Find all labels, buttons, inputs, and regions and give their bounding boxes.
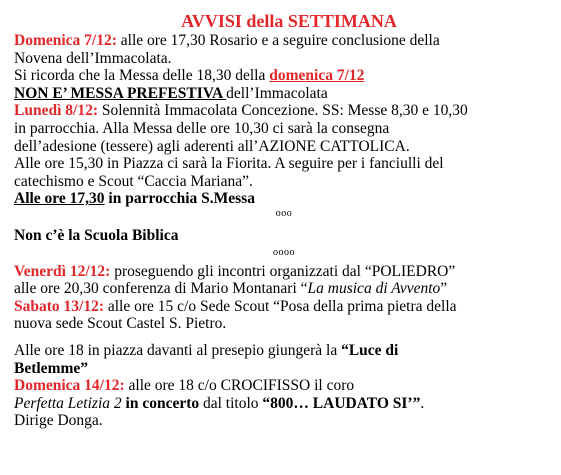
notice-text: dell’Immacolata [226, 84, 328, 102]
notice-text: dell’adesione (tessere) agli aderenti all’AZIONE CATTOLICA. [14, 137, 410, 155]
notice-text: alle ore 20,30 conferenza di Mario Montanari “ [14, 280, 308, 298]
notice-friday-12 [14, 263, 554, 298]
talk-title: La musica di Avvento [307, 280, 441, 298]
concert-title: “800… LAUDATO SI’” [262, 394, 421, 412]
notice-saturday-13 [14, 298, 554, 333]
notice-text: . [420, 394, 425, 412]
page-title: AVVISI della SETTIMANA [181, 11, 397, 31]
emphasis-text: in concerto [121, 394, 200, 412]
notice-page [14, 10, 554, 430]
notice-text: Si ricorda che la Messa delle 18,30 della [14, 67, 270, 85]
notice-text: Dirige Donga. [14, 412, 103, 430]
emphasis-text: Non c’è la Scuola Biblica [14, 226, 179, 244]
notice-text: nuova sede Scout Castel S. Pietro. [14, 315, 227, 333]
notice-text: alle ore 15 c/o Sede Scout “Posa della prima pietra della [104, 297, 457, 315]
notice-text: in parrocchia. Alla Messa delle ore 10,30 ci sarà la consegna [14, 119, 390, 137]
day-label: Venerdì 12/12: [14, 262, 111, 280]
notice-text: catechismo e Scout “Caccia Mariana”. [14, 172, 253, 190]
day-label: Lunedì 8/12: [14, 102, 98, 120]
emphasis-text: Betlemme” [14, 359, 89, 377]
separator: ooo [275, 207, 293, 219]
emphasis-text: in parrocchia S.Messa [104, 190, 255, 208]
separator: oooo [273, 246, 295, 258]
notice-text: ” [440, 280, 448, 298]
highlighted-date: domenica 7/12 [269, 67, 365, 85]
notice-text: Novena dell’Immacolata. [14, 49, 172, 67]
notice-text: alle ore 18 c/o CROCIFISSO il coro [124, 377, 355, 395]
notice-monday-8 [14, 102, 554, 262]
notice-sunday-7 [14, 32, 554, 102]
day-label: Domenica 14/12: [14, 377, 125, 395]
notice-text: dal titolo [199, 394, 263, 412]
notice-text: Alle ore 15,30 in Piazza ci sarà la Fiorita. A seguire per i fanciulli del [14, 155, 444, 173]
day-label: Domenica 7/12: [14, 32, 117, 49]
notice-text: Solennità Immacolata Concezione. SS: Messe 8,30 e 10,30 [97, 102, 468, 120]
notice-sunday-14 [14, 377, 554, 430]
notice-text: Alle ore 18 in piazza davanti al presepio giungerà la [14, 341, 342, 359]
day-label: Sabato 13/12: [14, 297, 104, 315]
emphasis-text: NON E’ MESSA PREFESTIVA [14, 84, 227, 102]
choir-name: Perfetta Letizia 2 [14, 394, 122, 412]
notice-bethlehem-light [14, 342, 554, 377]
notice-text: alle ore 17,30 Rosario e a seguire conclusione della [116, 32, 440, 49]
notice-text: proseguendo gli incontri organizzati dal “POLIEDRO” [110, 262, 456, 280]
emphasis-text: Alle ore 17,30 [14, 190, 105, 208]
emphasis-text: “Luce di [341, 341, 399, 359]
